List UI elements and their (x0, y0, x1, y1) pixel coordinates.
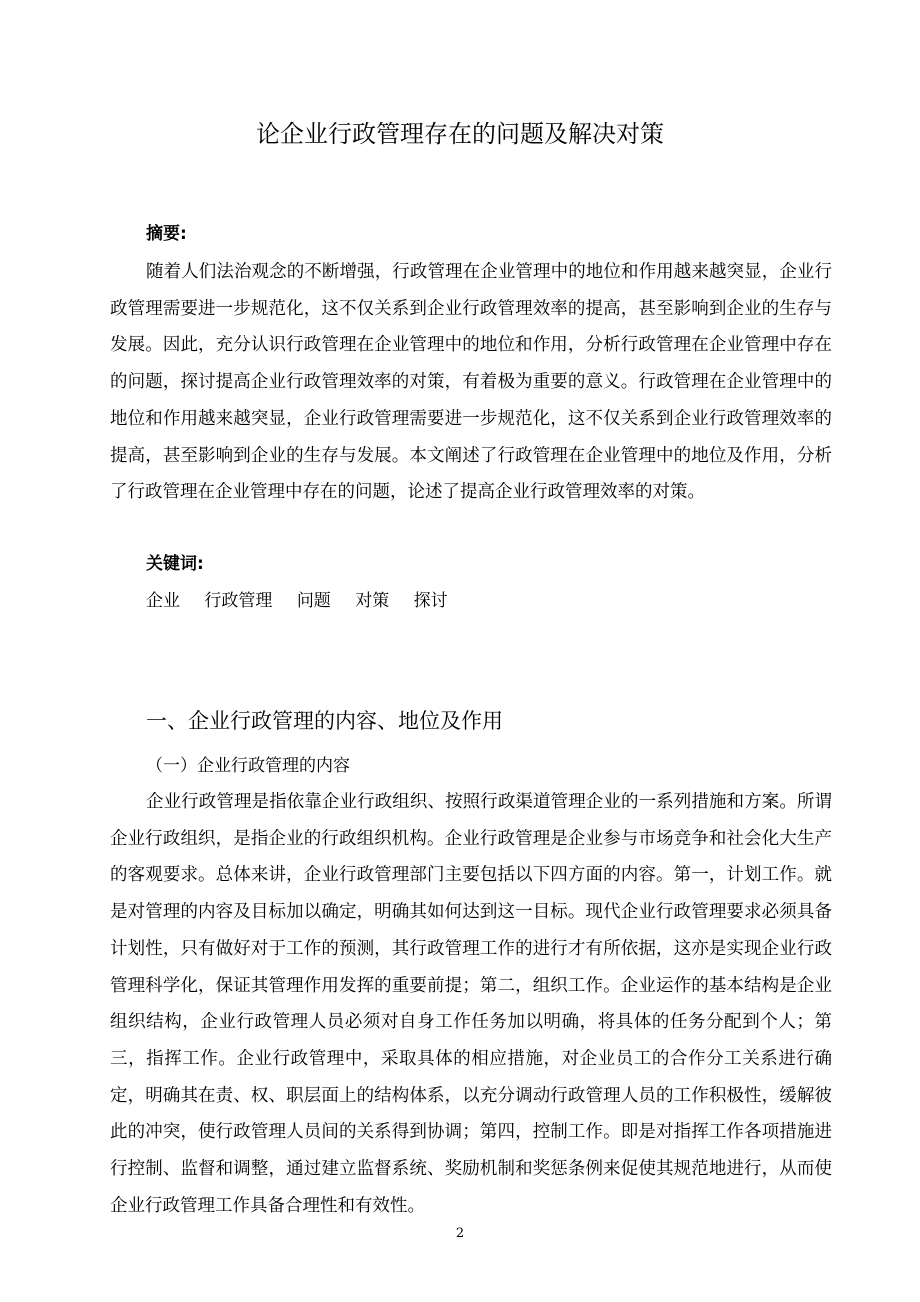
section-heading: 一、企业行政管理的内容、地位及作用 (146, 709, 503, 733)
keyword-item: 对策 (355, 591, 390, 611)
keyword-item: 企业 (146, 591, 180, 611)
subsection-heading: （一）企业行政管理的内容 (146, 756, 350, 776)
keyword-item: 行政管理 (204, 591, 273, 611)
abstract-text: 随着人们法治观念的不断增强，行政管理在企业管理中的地位和作用越来越突显，企业行政管理需要进一步规范化，这不仅关系到企业行政管理效率的提高，甚至影响到企业的生存与发展。因此，充分认识行政管理在企业管理中的地位和作用，分析行政管理在企业管理中存在的问题，探讨提高企业行政管理效率的对策，有着极为重要的意义。行政管理在企业管理中的地位和作用越来越突显，企业行政管理需要进一步规范化，这不仅关系到企业行政管理效率的提高，甚至影响到企业的生存与发展。本文阐述了行政管理在企业管理中的地位及作用，分析了行政管理在企业管理中存在的问题，论述了提高企业行政管理效率的对策。 (110, 262, 832, 503)
keywords-label: 关键词: (146, 554, 204, 574)
section-body-text: 企业行政管理是指依靠企业行政组织、按照行政渠道管理企业的一系列措施和方案。所谓企业行政组织，是指企业的行政组织机构。企业行政管理是企业参与市场竞争和社会化大生产的客观要求。总体来讲，企业行政管理部门主要包括以下四方面的内容。第一，计划工作。就是对管理的内容及目标加以确定，明确其如何达到这一目标。现代企业行政管理要求必须具备计划性，只有做好对于工作的预测，其行政管理工作的进行才有所依据，这亦是实现企业行政管理科学化，保证其管理作用发挥的重要前提；第二，组织工作。企业运作的基本结构是企业组织结构，企业行政管理人员必须对自身工作任务加以明确，将具体的任务分配到个人；第三，指挥工作。企业行政管理中，采取具体的相应措施，对企业员工的合作分工关系进行确定，明确其在责、权、职层面上的结构体系，以充分调动行政管理人员的工作积极性，缓解彼此的冲突，使行政管理人员间的关系得到协调；第四，控制工作。即是对指挥工作各项措施进行控制、监督和调整，通过建立监督系统、奖励机制和奖惩条例来促使其规范地进行，从而使企业行政管理工作具备合理性和有效性。 (110, 792, 832, 1216)
keyword-item: 探讨 (413, 591, 448, 611)
document-title: 论企业行政管理存在的问题及解决对策 (256, 120, 664, 148)
keyword-item: 问题 (296, 591, 331, 611)
keywords-list (146, 586, 467, 616)
abstract-label: 摘要: (146, 224, 187, 244)
page-number: 2 (455, 1226, 465, 1241)
